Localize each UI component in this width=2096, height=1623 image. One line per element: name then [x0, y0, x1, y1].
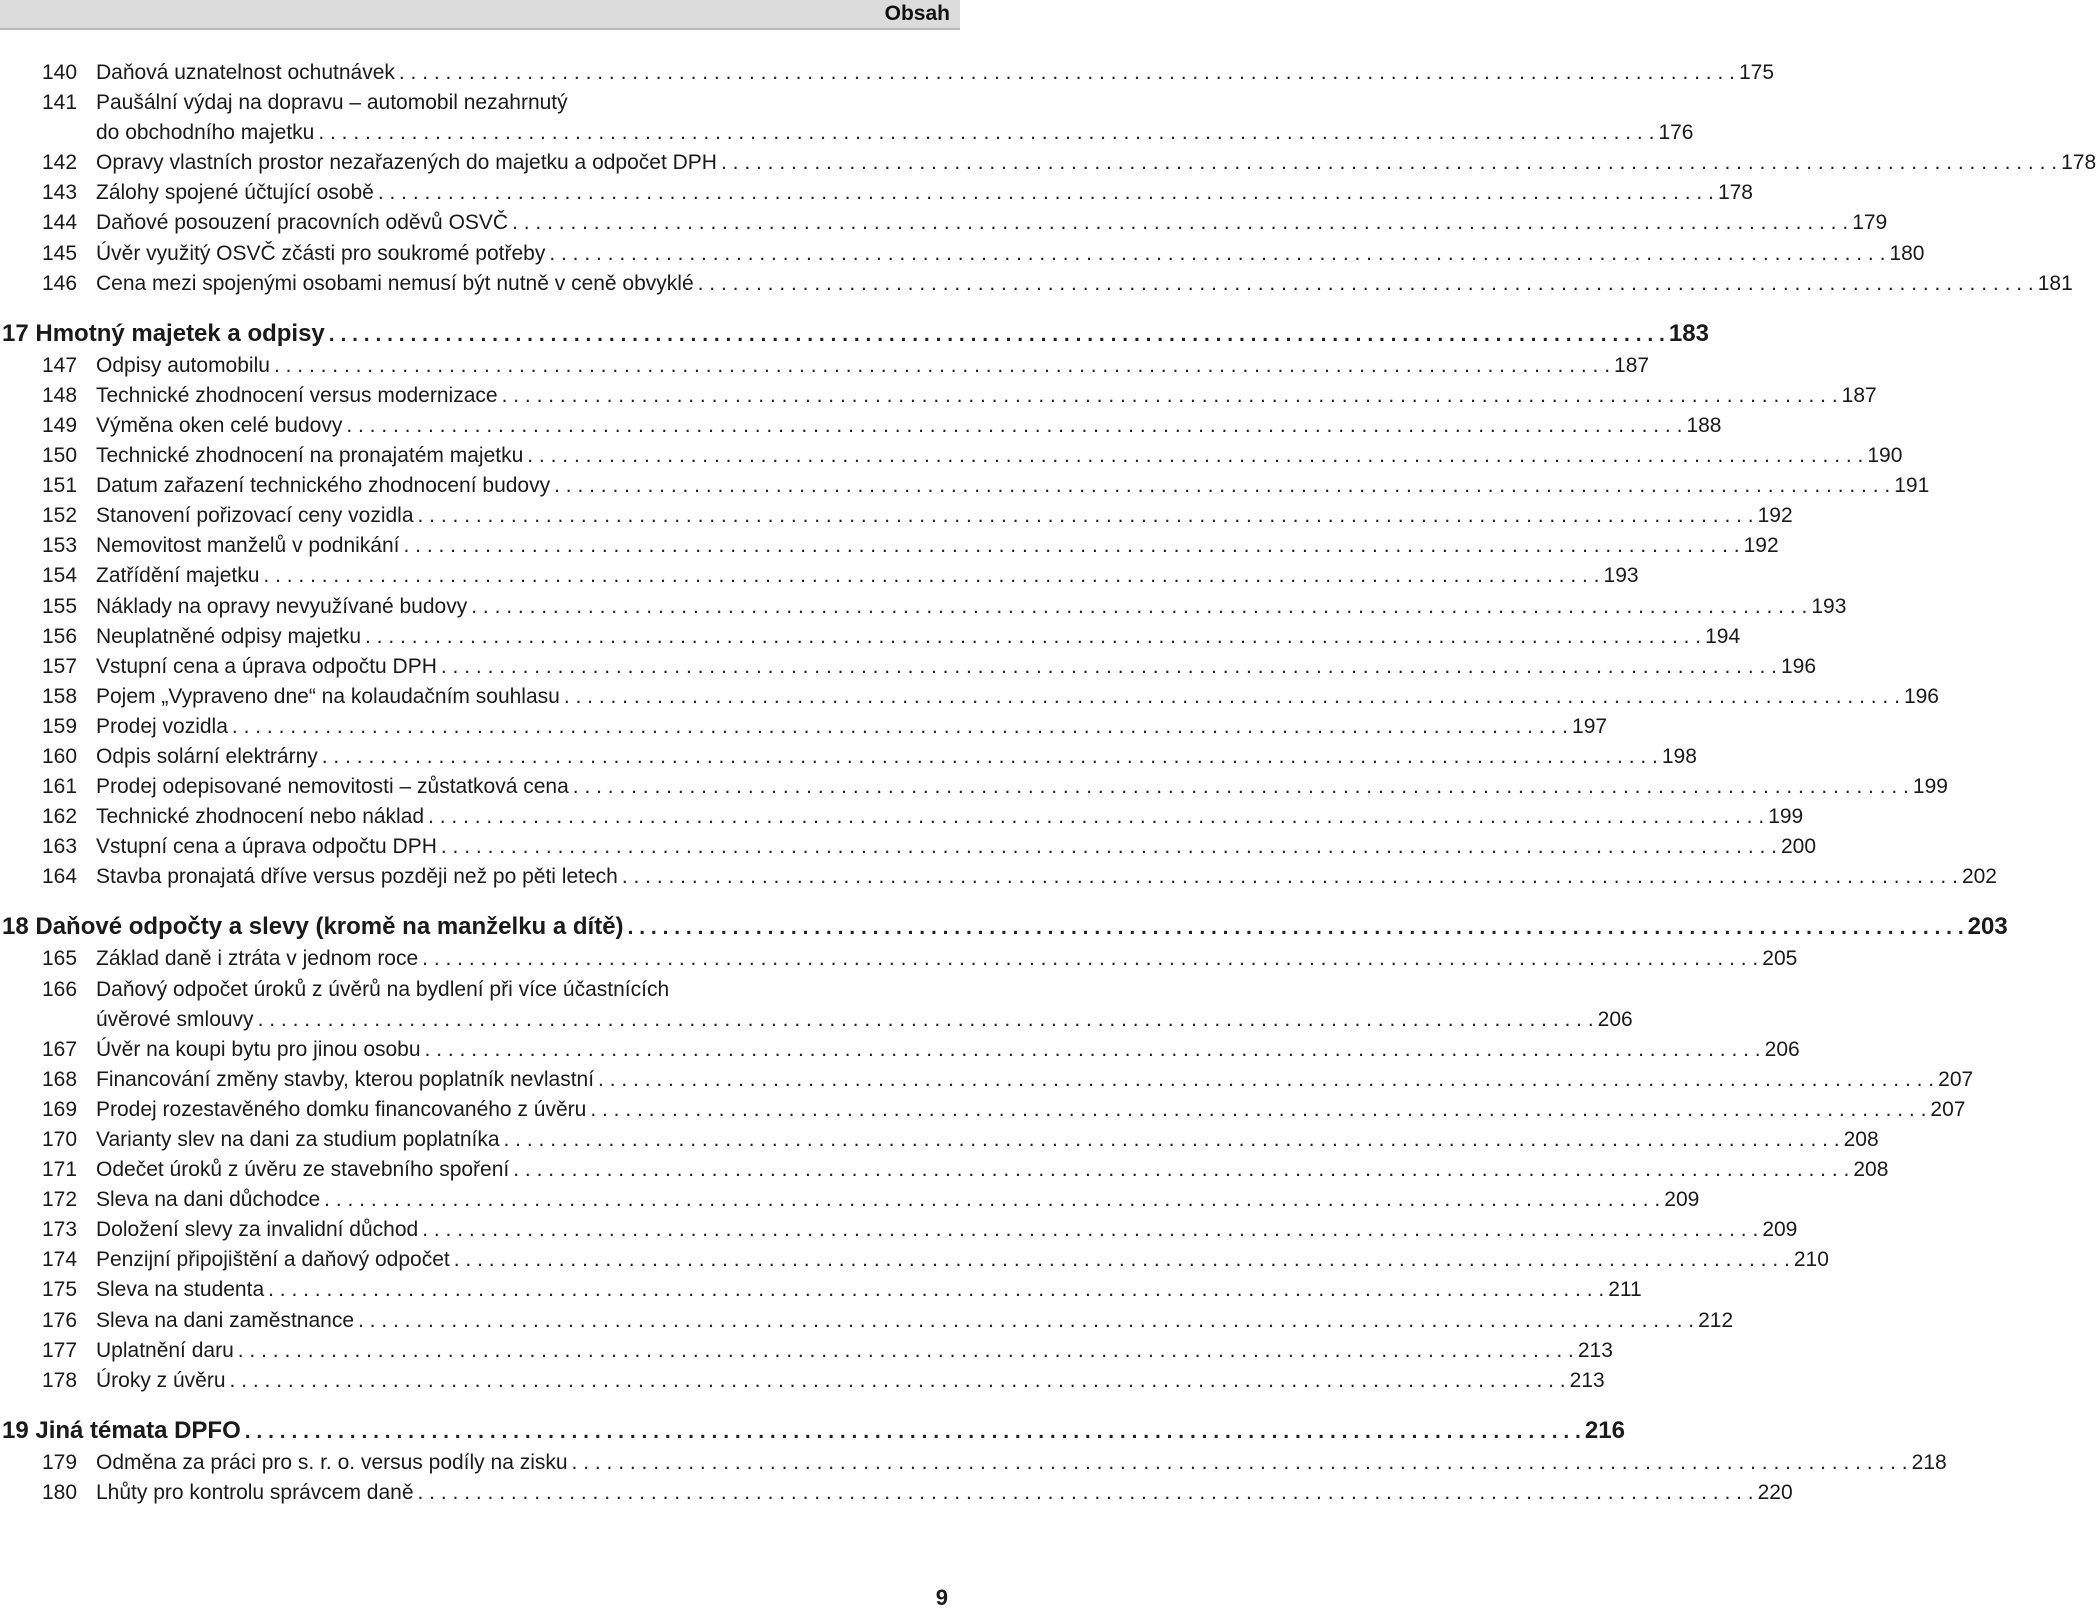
toc-entry[interactable] — [0, 682, 1939, 712]
toc-entry[interactable] — [0, 1306, 1734, 1336]
dot-leader — [346, 411, 1682, 441]
entry-page: 210 — [1793, 1248, 1829, 1272]
entry-page: 207 — [1930, 1097, 1966, 1121]
entry-page: 208 — [1853, 1158, 1889, 1182]
entry-number: 170 — [42, 1128, 78, 1151]
toc-entry[interactable] — [0, 622, 1741, 652]
entry-number: 151 — [42, 474, 78, 498]
dot-leader — [274, 351, 1610, 381]
dot-leader — [698, 269, 2034, 299]
entry-page: 190 — [1867, 444, 1903, 468]
entry-title: Stavba pronajatá dříve versus později než po pěti letech — [96, 865, 618, 889]
entry-title: Paušální výdaj na dopravu – automobil nezahrnutý — [96, 91, 568, 115]
entry-number: 165 — [42, 947, 78, 971]
entry-page: 206 — [1597, 1007, 1633, 1031]
dot-leader — [549, 239, 1885, 269]
entry-page: 197 — [1572, 714, 1608, 738]
toc-entry[interactable] — [0, 832, 1817, 862]
entry-title: Úvěr na koupi bytu pro jinou osobu — [96, 1037, 421, 1061]
entry-title: Odečet úroků z úvěru ze stavebního spoření — [96, 1158, 510, 1182]
toc-entry[interactable] — [0, 148, 2096, 178]
entry-number: 141 — [42, 91, 78, 115]
entry-number: 143 — [42, 181, 78, 205]
entry-number: 154 — [42, 564, 78, 588]
entry-number: 152 — [42, 504, 78, 528]
dot-leader — [324, 1185, 1660, 1215]
dot-leader — [454, 1245, 1790, 1275]
entry-title: Daňová uznatelnost ochutnávek — [96, 61, 395, 84]
dot-leader — [418, 501, 1754, 531]
entry-title: Penzijní připojištění a daňový odpočet — [96, 1248, 450, 1272]
entry-page: 202 — [1961, 865, 1997, 889]
entry-number: 169 — [42, 1097, 78, 1121]
toc-entry[interactable] — [0, 652, 1817, 682]
toc-entry[interactable] — [0, 561, 1639, 591]
toc-entry[interactable] — [0, 351, 1650, 381]
chapter-title: 17 Hmotný majetek a odpisy — [2, 319, 325, 347]
dot-leader — [504, 1125, 1840, 1155]
entry-title: Vstupní cena a úprava odpočtu DPH — [96, 654, 437, 678]
entry-title: Náklady na opravy nevyužívané budovy — [96, 594, 468, 618]
dot-leader — [418, 1478, 1754, 1508]
toc-entry[interactable] — [0, 862, 1997, 892]
entry-number: 140 — [42, 61, 78, 84]
chapter-page: 183 — [1668, 319, 1709, 347]
dot-leader — [263, 561, 1599, 591]
toc-entry[interactable] — [0, 1035, 1800, 1065]
entry-title: Odpis solární elektrárny — [96, 744, 318, 768]
dot-leader — [502, 381, 1838, 411]
entry-page: 213 — [1569, 1368, 1605, 1392]
entry-page: 187 — [1841, 383, 1877, 407]
dot-leader — [441, 652, 1777, 682]
toc-entry[interactable] — [0, 1095, 1966, 1125]
entry-page: 199 — [1912, 775, 1948, 799]
entry-title: Vstupní cena a úprava odpočtu DPH — [96, 835, 437, 859]
entry-page: 180 — [1889, 241, 1925, 265]
entry-title: Daňový odpočet úroků z úvěrů na bydlení při více účastnících — [96, 977, 670, 1001]
dot-leader — [721, 148, 2057, 178]
entry-page: 218 — [1911, 1450, 1947, 1474]
entry-title: Úvěr využitý OSVČ zčásti pro soukromé potřeby — [96, 241, 546, 265]
entry-title: Základ daně i ztráta v jednom roce — [96, 947, 419, 971]
entry-page: 196 — [1903, 684, 1939, 708]
entry-title: Nemovitost manželů v podnikání — [96, 534, 400, 558]
entry-number: 150 — [42, 444, 78, 468]
entry-page: 191 — [1894, 474, 1930, 498]
toc-entry[interactable] — [0, 381, 1877, 411]
dot-leader — [527, 441, 1863, 471]
entry-number: 153 — [42, 534, 78, 558]
toc-entry[interactable] — [0, 208, 1888, 238]
toc-entry[interactable] — [0, 592, 1847, 622]
dot-leader — [358, 1306, 1694, 1336]
entry-number: 173 — [42, 1218, 78, 1242]
entry-title-continued: úvěrové smlouvy — [96, 1007, 254, 1031]
entry-page: 193 — [1603, 564, 1639, 588]
entry-title: Uplatnění daru — [96, 1338, 234, 1362]
dot-leader — [245, 1415, 1581, 1449]
toc-entry[interactable] — [0, 1366, 1605, 1396]
toc-entry[interactable] — [0, 1185, 1700, 1215]
entry-title: Daňové posouzení pracovních oděvů OSVČ — [96, 211, 509, 235]
entry-number: 158 — [42, 684, 78, 708]
toc-entry[interactable] — [0, 531, 1779, 561]
dot-leader — [322, 742, 1658, 772]
entry-page: 198 — [1661, 744, 1697, 768]
dot-leader — [628, 911, 1964, 945]
toc-entry[interactable] — [0, 802, 1804, 832]
dot-leader — [422, 1215, 1758, 1245]
entry-number: 178 — [42, 1368, 78, 1392]
entry-title: Odměna za práci pro s. r. o. versus podíly na zisku — [96, 1450, 568, 1474]
entry-number: 145 — [42, 241, 78, 265]
entry-title: Opravy vlastních prostor nezařazených do majetku a odpočet DPH — [96, 151, 717, 175]
entry-page: 208 — [1843, 1128, 1879, 1151]
entry-title: Prodej vozidla — [96, 714, 228, 738]
dot-leader — [512, 208, 1848, 238]
chapter-heading[interactable] — [0, 1414, 1625, 1448]
dot-leader — [564, 682, 1900, 712]
toc-entry[interactable] — [0, 441, 1903, 471]
entry-title: Datum zařazení technického zhodnocení budovy — [96, 474, 551, 498]
entry-number: 177 — [42, 1338, 78, 1362]
table-of-contents — [0, 58, 2096, 1508]
entry-number: 166 — [42, 977, 78, 1001]
entry-page: 211 — [1608, 1278, 1642, 1302]
header-bar — [0, 0, 960, 30]
entry-page: 196 — [1781, 654, 1817, 678]
chapter-page: 203 — [1967, 913, 2008, 941]
toc-entry[interactable] — [0, 471, 1930, 501]
dot-leader — [428, 802, 1764, 832]
entry-title: Prodej odepisované nemovitosti – zůstatková cena — [96, 775, 569, 799]
toc-entry[interactable] — [0, 58, 1775, 88]
entry-title: Doložení slevy za invalidní důchod — [96, 1218, 419, 1242]
entry-page: 209 — [1762, 1218, 1798, 1242]
dot-leader — [378, 178, 1714, 208]
entry-page: 178 — [1717, 181, 1753, 205]
toc-entry-line[interactable] — [0, 88, 948, 118]
entry-number: 176 — [42, 1308, 78, 1332]
dot-leader — [399, 58, 1735, 88]
entry-number: 146 — [42, 271, 78, 295]
entry-number: 156 — [42, 624, 78, 648]
dot-leader — [422, 944, 1758, 974]
toc-entry[interactable] — [0, 1155, 1889, 1185]
section-label: Obsah — [884, 2, 950, 25]
entry-page: 212 — [1698, 1308, 1734, 1332]
entry-title: Sleva na dani zaměstnance — [96, 1308, 354, 1332]
entry-title: Pojem „Vypraveno dne“ na kolaudačním souhlasu — [96, 684, 560, 708]
dot-leader — [425, 1035, 1761, 1065]
entry-page: 200 — [1781, 835, 1817, 859]
dot-leader — [318, 118, 1654, 148]
dot-leader — [230, 1366, 1566, 1396]
toc-entry[interactable] — [0, 1245, 1829, 1275]
entry-number: 161 — [42, 775, 78, 799]
entry-page: 192 — [1757, 504, 1793, 528]
entry-title: Cena mezi spojenými osobami nemusí být nutně v ceně obvyklé — [96, 271, 694, 295]
entry-number: 147 — [42, 353, 78, 377]
dot-leader — [513, 1155, 1849, 1185]
entry-title: Výměna oken celé budovy — [96, 413, 343, 437]
toc-entry[interactable] — [0, 1215, 1798, 1245]
toc-entry[interactable] — [0, 944, 1798, 974]
toc-entry[interactable] — [0, 269, 2073, 299]
entry-number: 149 — [42, 413, 78, 437]
dot-leader — [572, 1448, 1908, 1478]
page-number: 9 — [935, 1585, 948, 1610]
entry-title: Zálohy spojené účtující osobě — [96, 181, 374, 205]
entry-page: 199 — [1768, 805, 1804, 829]
entry-number: 157 — [42, 654, 78, 678]
entry-number: 163 — [42, 835, 78, 859]
entry-number: 167 — [42, 1037, 78, 1061]
entry-page: 187 — [1614, 353, 1650, 377]
entry-page: 178 — [2061, 151, 2096, 175]
toc-entry[interactable] — [0, 1065, 1974, 1095]
entry-number: 148 — [42, 383, 78, 407]
chapter-title: 18 Daňové odpočty a slevy (kromě na manželku a dítě) — [2, 913, 624, 941]
entry-number: 172 — [42, 1188, 78, 1212]
chapter-title: 19 Jiná témata DPFO — [2, 1416, 241, 1444]
entry-page: 213 — [1577, 1338, 1613, 1362]
entry-title: Lhůty pro kontrolu správcem daně — [96, 1480, 414, 1504]
chapter-heading[interactable] — [0, 910, 2008, 944]
entry-number: 162 — [42, 805, 78, 829]
entry-number: 175 — [42, 1278, 78, 1302]
toc-entry[interactable] — [0, 772, 1948, 802]
entry-title: Zatřídění majetku — [96, 564, 260, 588]
entry-page: 193 — [1811, 594, 1847, 618]
toc-entry[interactable] — [0, 178, 1753, 208]
chapter-heading[interactable] — [0, 317, 1709, 351]
entry-page: 194 — [1705, 624, 1741, 648]
entry-title: Úroky z úvěru — [96, 1368, 226, 1392]
dot-leader — [590, 1095, 1926, 1125]
dot-leader — [329, 318, 1665, 352]
entry-number: 171 — [42, 1158, 78, 1182]
dot-leader — [554, 471, 1890, 501]
toc-entry[interactable] — [0, 712, 1608, 742]
entry-title-continued: do obchodního majetku — [96, 121, 315, 145]
entry-number: 155 — [42, 594, 78, 618]
toc-entry[interactable] — [0, 239, 1925, 269]
entry-page: 207 — [1938, 1067, 1974, 1091]
dot-leader — [365, 622, 1701, 652]
dot-leader — [573, 772, 1909, 802]
entry-number: 159 — [42, 714, 78, 738]
entry-page: 192 — [1743, 534, 1779, 558]
toc-entry[interactable] — [0, 1336, 1613, 1366]
toc-entry[interactable] — [0, 501, 1793, 531]
toc-entry[interactable] — [0, 411, 1722, 441]
entry-title: Technické zhodnocení nebo náklad — [96, 805, 425, 829]
entry-title: Financování změny stavby, kterou poplatník nevlastní — [96, 1067, 595, 1091]
entry-title: Technické zhodnocení na pronajatém majetku — [96, 444, 524, 468]
entry-page: 188 — [1686, 413, 1722, 437]
toc-entry-line[interactable] — [0, 975, 948, 1005]
dot-leader — [268, 1275, 1604, 1305]
entry-page: 206 — [1764, 1037, 1800, 1061]
entry-number: 142 — [42, 151, 78, 175]
entry-title: Stanovení pořizovací ceny vozidla — [96, 504, 414, 528]
entry-title: Neuplatněné odpisy majetku — [96, 624, 362, 648]
entry-page: 205 — [1762, 947, 1798, 971]
toc-entry[interactable] — [0, 1275, 1642, 1305]
dot-leader — [258, 1005, 1594, 1035]
dot-leader — [441, 832, 1777, 862]
dot-leader — [598, 1065, 1934, 1095]
entry-number: 164 — [42, 865, 78, 889]
toc-entry[interactable] — [0, 1125, 1879, 1155]
entry-title: Sleva na dani důchodce — [96, 1188, 321, 1212]
chapter-page: 216 — [1584, 1416, 1625, 1444]
entry-title: Prodej rozestavěného domku financovaného z úvěru — [96, 1097, 587, 1121]
entry-page: 179 — [1852, 211, 1888, 235]
toc-entry[interactable] — [0, 1478, 1793, 1508]
entry-title: Varianty slev na dani za studium poplatníka — [96, 1128, 500, 1151]
entry-number: 174 — [42, 1248, 78, 1272]
toc-entry-continuation[interactable] — [0, 1005, 1633, 1035]
dot-leader — [232, 712, 1568, 742]
entry-title: Sleva na studenta — [96, 1278, 265, 1302]
entry-title: Technické zhodnocení versus modernizace — [96, 383, 498, 407]
entry-page: 176 — [1658, 121, 1694, 145]
dot-leader — [238, 1336, 1574, 1366]
entry-number: 144 — [42, 211, 78, 235]
entry-page: 175 — [1738, 61, 1775, 84]
dot-leader — [471, 592, 1807, 622]
entry-page: 181 — [2037, 271, 2073, 295]
entry-number: 168 — [42, 1067, 78, 1091]
entry-number: 180 — [42, 1480, 78, 1504]
entry-number: 160 — [42, 744, 78, 768]
toc-entry[interactable] — [0, 1448, 1947, 1478]
toc-entry-continuation[interactable] — [0, 118, 1694, 148]
entry-page: 220 — [1757, 1480, 1793, 1504]
dot-leader — [622, 862, 1958, 892]
entry-number: 179 — [42, 1450, 78, 1474]
toc-entry[interactable] — [0, 742, 1697, 772]
entry-title: Odpisy automobilu — [96, 353, 270, 377]
entry-page: 209 — [1664, 1188, 1700, 1212]
dot-leader — [404, 531, 1740, 561]
